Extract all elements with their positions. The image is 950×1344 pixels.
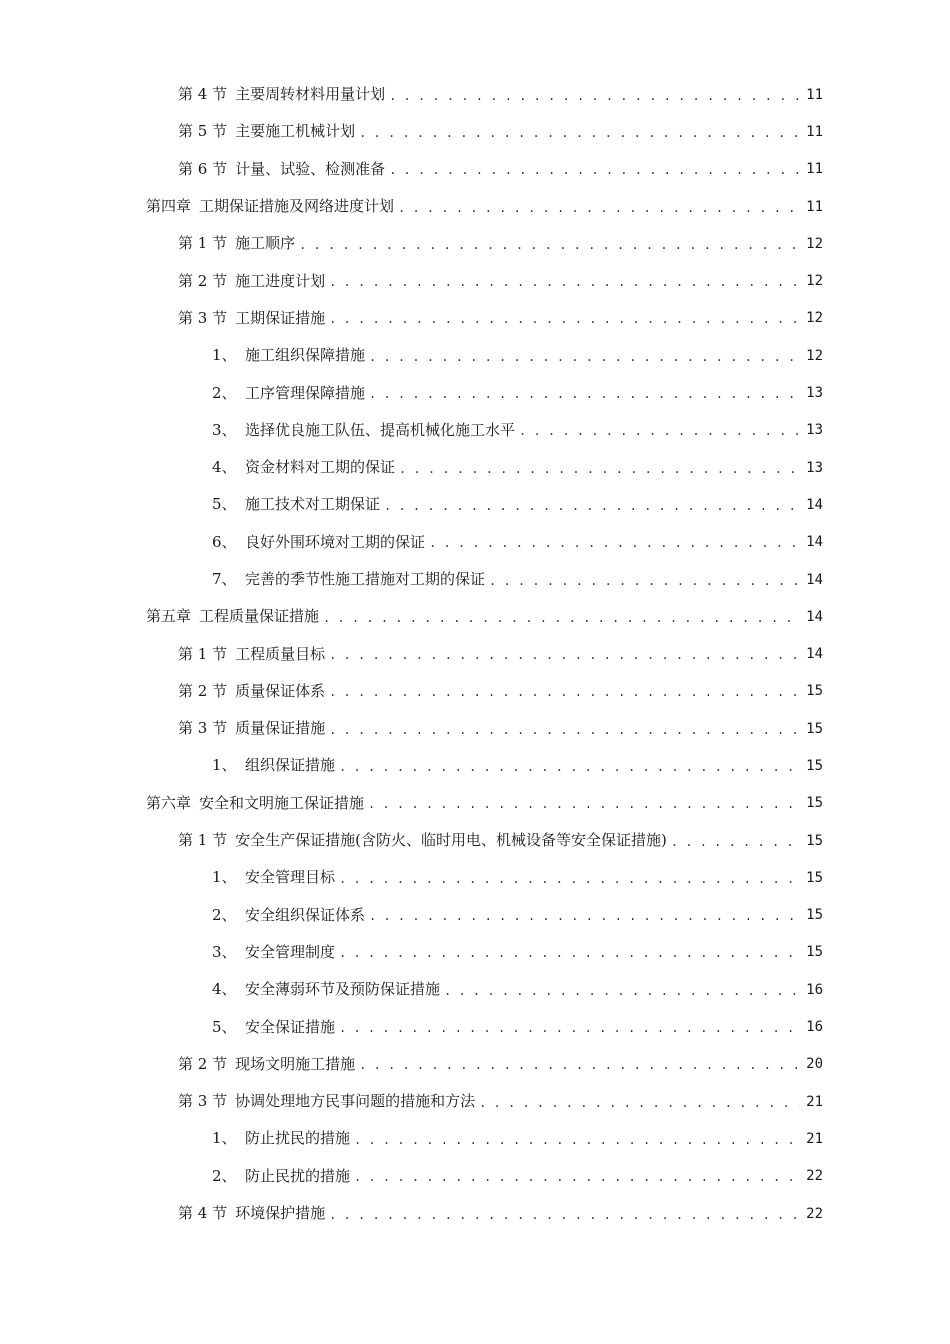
toc-entry-number: 1、 <box>212 346 237 365</box>
toc-entry-title: 安全保证措施 <box>245 1017 336 1036</box>
toc-entry-page: 12 <box>806 347 823 364</box>
toc-entry-page: 15 <box>806 757 823 774</box>
toc-entry-number: 第 4 节 <box>178 85 228 104</box>
toc-entry-title: 防止扰民的措施 <box>245 1129 351 1148</box>
toc-entry-page: 16 <box>806 981 823 998</box>
toc-entry-page: 15 <box>806 795 823 812</box>
toc-entry-page: 14 <box>806 571 823 588</box>
toc-entry-page: 15 <box>806 720 823 737</box>
dot-leader <box>329 1209 800 1221</box>
toc-entry-number: 第 5 节 <box>178 122 228 141</box>
toc-subentry[interactable] <box>0 449 950 486</box>
toc-entry-title: 工序管理保障措施 <box>245 383 366 402</box>
dot-leader <box>339 1022 800 1034</box>
toc-entry[interactable] <box>0 710 950 747</box>
toc-entry[interactable] <box>0 673 950 710</box>
dot-leader <box>399 463 800 475</box>
toc-entry-title: 安全组织保证体系 <box>245 905 366 924</box>
toc-entry-page: 15 <box>806 907 823 924</box>
toc-entry[interactable] <box>0 822 950 859</box>
toc-entry-title: 工程质量保证措施 <box>199 607 320 626</box>
dot-leader <box>369 388 800 400</box>
dot-leader <box>354 1134 800 1146</box>
table-of-contents <box>0 76 950 1232</box>
toc-subentry[interactable] <box>0 897 950 934</box>
dot-leader <box>389 164 800 176</box>
toc-entry-title: 协调处理地方民事问题的措施和方法 <box>235 1092 476 1111</box>
toc-entry-page: 15 <box>806 832 823 849</box>
toc-entry-number: 第 1 节 <box>178 831 228 850</box>
toc-entry-title: 工期保证措施及网络进度计划 <box>199 197 395 216</box>
dot-leader <box>339 947 800 959</box>
toc-subentry[interactable] <box>0 747 950 784</box>
dot-leader <box>398 202 800 214</box>
toc-entry-title: 安全生产保证措施(含防火、临时用电、机械设备等安全保证措施) <box>235 831 667 850</box>
toc-entry-title: 安全管理目标 <box>245 868 336 887</box>
dot-leader <box>329 686 800 698</box>
toc-entry-title: 资金材料对工期的保证 <box>245 458 396 477</box>
toc-chapter-entry[interactable] <box>0 188 950 225</box>
toc-entry-page: 14 <box>806 496 823 513</box>
toc-entry-page: 16 <box>806 1019 823 1036</box>
toc-entry[interactable] <box>0 113 950 150</box>
dot-leader <box>329 649 800 661</box>
toc-chapter-entry[interactable] <box>0 598 950 635</box>
toc-entry-title: 主要周转材料用量计划 <box>235 85 386 104</box>
toc-entry-title: 环境保护措施 <box>235 1204 326 1223</box>
toc-subentry[interactable] <box>0 934 950 971</box>
dot-leader <box>429 537 800 549</box>
dot-leader <box>368 798 800 810</box>
toc-entry-number: 第 4 节 <box>178 1204 228 1223</box>
toc-subentry[interactable] <box>0 1008 950 1045</box>
toc-entry-number: 1、 <box>212 756 237 775</box>
toc-entry-title: 工期保证措施 <box>235 308 326 327</box>
toc-entry[interactable] <box>0 151 950 188</box>
toc-entry[interactable] <box>0 1195 950 1232</box>
dot-leader <box>359 1059 800 1071</box>
toc-entry-page: 13 <box>806 385 823 402</box>
toc-entry-page: 14 <box>806 608 823 625</box>
toc-entry-page: 11 <box>806 161 823 178</box>
toc-entry-page: 20 <box>806 1056 823 1073</box>
toc-entry-page: 21 <box>806 1093 823 1110</box>
toc-entry-title: 计量、试验、检测准备 <box>235 159 386 178</box>
dot-leader <box>489 575 800 587</box>
dot-leader <box>384 500 800 512</box>
dot-leader <box>354 1171 800 1183</box>
toc-entry-title: 主要施工机械计划 <box>235 122 356 141</box>
toc-entry[interactable] <box>0 1083 950 1120</box>
toc-entry-page: 15 <box>806 944 823 961</box>
toc-entry-title: 现场文明施工措施 <box>235 1054 356 1073</box>
toc-entry-title: 良好外围环境对工期的保证 <box>245 532 426 551</box>
toc-entry-number: 6、 <box>212 532 237 551</box>
toc-entry-page: 12 <box>806 310 823 327</box>
toc-entry-number: 3、 <box>212 420 237 439</box>
toc-entry-number: 2、 <box>212 383 237 402</box>
toc-subentry[interactable] <box>0 1158 950 1195</box>
dot-leader <box>479 1097 800 1109</box>
toc-entry-page: 15 <box>806 683 823 700</box>
dot-leader <box>339 873 800 885</box>
toc-entry-number: 第 2 节 <box>178 681 228 700</box>
toc-entry-title: 施工进度计划 <box>235 271 326 290</box>
toc-subentry[interactable] <box>0 337 950 374</box>
toc-chapter-entry[interactable] <box>0 785 950 822</box>
toc-entry-number: 第 3 节 <box>178 719 228 738</box>
toc-subentry[interactable] <box>0 412 950 449</box>
toc-entry-number: 第 6 节 <box>178 159 228 178</box>
toc-entry-title: 工程质量目标 <box>235 644 326 663</box>
dot-leader <box>323 612 800 624</box>
toc-entry[interactable] <box>0 225 950 262</box>
toc-entry-number: 第 3 节 <box>178 308 228 327</box>
toc-entry-title: 施工顺序 <box>235 234 296 253</box>
toc-entry-number: 第 3 节 <box>178 1092 228 1111</box>
toc-entry-number: 第 2 节 <box>178 271 228 290</box>
toc-entry-number: 第四章 <box>146 197 192 216</box>
dot-leader <box>329 724 800 736</box>
toc-subentry[interactable] <box>0 859 950 896</box>
dot-leader <box>671 836 800 848</box>
toc-entry-number: 2、 <box>212 905 237 924</box>
toc-entry-page: 22 <box>806 1205 823 1222</box>
dot-leader <box>369 910 800 922</box>
toc-entry-page: 14 <box>806 534 823 551</box>
toc-entry[interactable] <box>0 262 950 299</box>
toc-entry-number: 4、 <box>212 458 237 477</box>
toc-entry-page: 13 <box>806 459 823 476</box>
toc-entry-number: 第 1 节 <box>178 644 228 663</box>
toc-entry-title: 安全管理制度 <box>245 942 336 961</box>
toc-entry-title: 防止民扰的措施 <box>245 1166 351 1185</box>
toc-entry-number: 第五章 <box>146 607 192 626</box>
toc-entry-number: 4、 <box>212 980 237 999</box>
toc-entry-number: 3、 <box>212 942 237 961</box>
toc-entry-number: 第 1 节 <box>178 234 228 253</box>
toc-entry-page: 14 <box>806 646 823 663</box>
toc-entry-number: 1、 <box>212 1129 237 1148</box>
toc-entry-page: 22 <box>806 1168 823 1185</box>
toc-entry-title: 施工技术对工期保证 <box>245 495 381 514</box>
toc-entry-title: 质量保证体系 <box>235 681 326 700</box>
toc-entry-title: 质量保证措施 <box>235 719 326 738</box>
dot-leader <box>444 985 800 997</box>
dot-leader <box>339 761 800 773</box>
toc-entry-number: 第 2 节 <box>178 1054 228 1073</box>
toc-entry-page: 11 <box>806 198 823 215</box>
toc-entry-title: 完善的季节性施工措施对工期的保证 <box>245 570 486 588</box>
toc-subentry[interactable] <box>0 561 950 598</box>
toc-entry[interactable] <box>0 1046 950 1083</box>
toc-entry-page: 12 <box>806 235 823 252</box>
toc-entry-page: 13 <box>806 422 823 439</box>
toc-entry[interactable] <box>0 76 950 113</box>
dot-leader <box>369 351 800 363</box>
toc-entry-title: 施工组织保障措施 <box>245 346 366 365</box>
toc-subentry[interactable] <box>0 524 950 561</box>
toc-entry[interactable] <box>0 635 950 672</box>
toc-entry-page: 15 <box>806 869 823 886</box>
toc-entry-page: 12 <box>806 273 823 290</box>
dot-leader <box>519 425 800 437</box>
toc-entry-number: 1、 <box>212 868 237 887</box>
toc-entry-title: 安全和文明施工保证措施 <box>199 793 365 812</box>
dot-leader <box>299 239 800 251</box>
toc-entry-number: 5、 <box>212 495 237 514</box>
dot-leader <box>389 90 800 102</box>
toc-entry-title: 安全薄弱环节及预防保证措施 <box>245 980 441 999</box>
dot-leader <box>329 313 800 325</box>
toc-entry-page: 11 <box>806 123 823 140</box>
toc-entry-number: 7、 <box>212 570 237 588</box>
toc-entry[interactable] <box>0 300 950 337</box>
toc-subentry[interactable] <box>0 971 950 1008</box>
toc-entry-title: 选择优良施工队伍、提高机械化施工水平 <box>245 420 516 439</box>
toc-entry-page: 11 <box>806 86 823 103</box>
toc-subentry[interactable] <box>0 486 950 523</box>
toc-entry-number: 第六章 <box>146 793 192 812</box>
dot-leader <box>359 127 800 139</box>
toc-entry-page: 21 <box>806 1130 823 1147</box>
toc-entry-number: 5、 <box>212 1017 237 1036</box>
toc-entry-number: 2、 <box>212 1166 237 1185</box>
toc-subentry[interactable] <box>0 374 950 411</box>
dot-leader <box>329 276 800 288</box>
toc-subentry[interactable] <box>0 1120 950 1157</box>
toc-entry-title: 组织保证措施 <box>245 756 336 775</box>
